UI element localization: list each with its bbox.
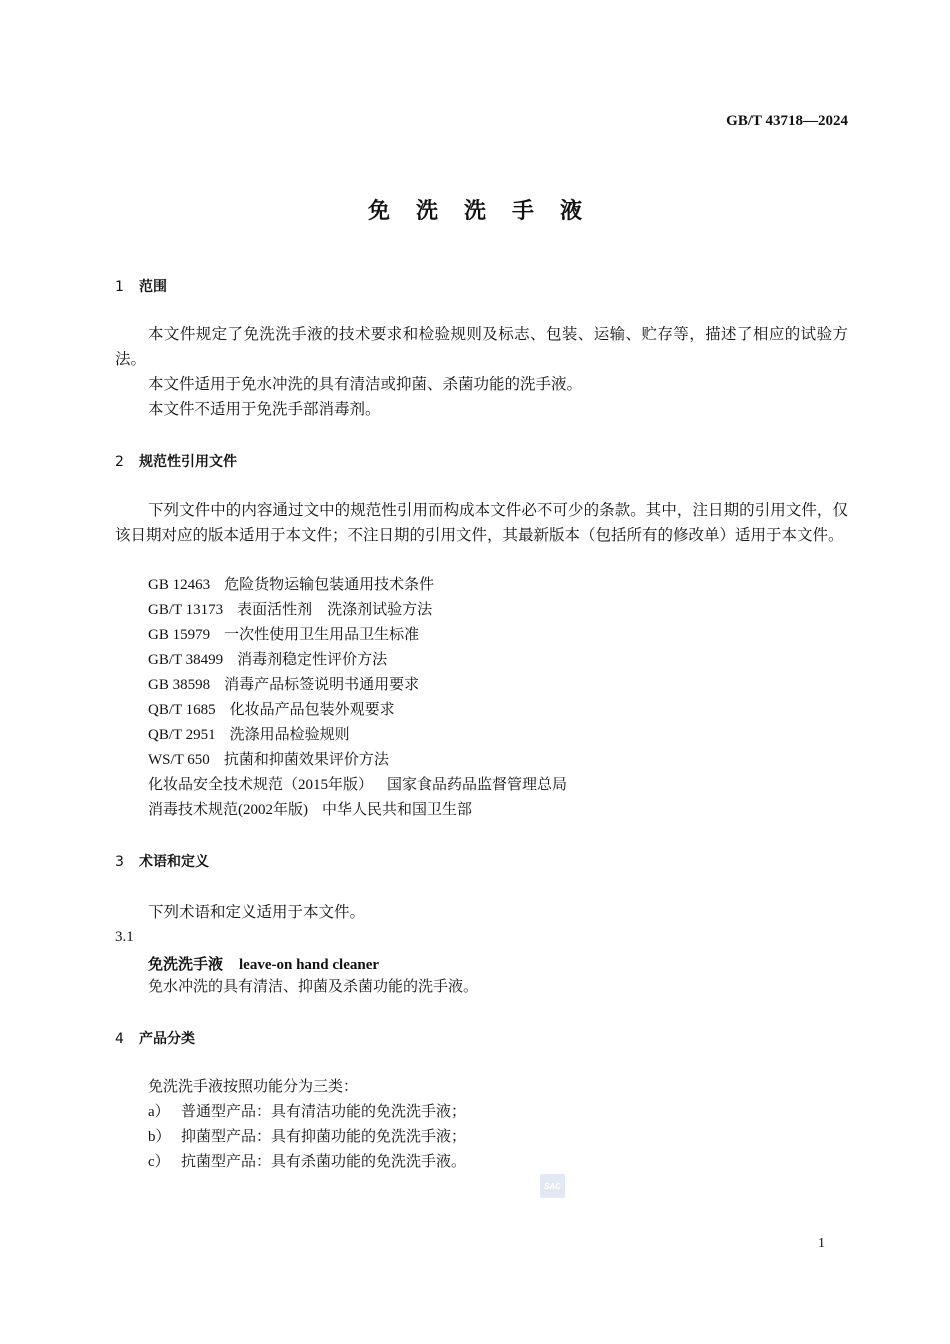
reference-code: GB/T 38499 bbox=[148, 652, 224, 668]
section-title: 规范性引用文件 bbox=[139, 454, 237, 470]
term-zh: 免洗洗手液 bbox=[148, 955, 224, 973]
reference-title: 洗涤用品检验规则 bbox=[229, 727, 350, 743]
reference-title: 消毒剂稳定性评价方法 bbox=[237, 652, 388, 668]
reference-item bbox=[148, 698, 395, 723]
reference-item bbox=[148, 598, 432, 623]
reference-code: GB 12463 bbox=[148, 577, 211, 593]
reference-title: 化妆品产品包装外观要求 bbox=[229, 702, 395, 718]
paragraph: 免洗洗手液按照功能分为三类： bbox=[148, 1079, 359, 1095]
reference-item bbox=[148, 648, 387, 673]
term-number: 3.1 bbox=[115, 929, 134, 945]
paragraph: 下列文件中的内容通过文中的规范性引用而构成本文件必不可少的条款。其中，注日期的引用文件，仅该日期对应的版本适用于本文件；不注日期的引用文件，其最新版本（包括所有的修改单）适用于本文件。 bbox=[115, 502, 848, 544]
reference-title: 国家食品药品监督管理总局 bbox=[387, 777, 568, 793]
term-en: leave-on hand cleaner bbox=[239, 957, 380, 973]
reference-item bbox=[148, 623, 419, 648]
standard-number: GB/T 43718—2024 bbox=[726, 113, 848, 129]
section-title: 术语和定义 bbox=[139, 854, 209, 870]
term-entry bbox=[148, 953, 379, 974]
classification-item bbox=[148, 1150, 466, 1175]
reference-title: 消毒产品标签说明书通用要求 bbox=[224, 677, 420, 693]
reference-item bbox=[148, 748, 389, 773]
paragraph: 本文件适用于免水冲洗的具有清洁或抑菌、杀菌功能的洗手液。 bbox=[148, 376, 583, 393]
section-heading-terms bbox=[115, 851, 209, 871]
item-label: c） bbox=[148, 1154, 170, 1170]
classification-item bbox=[148, 1125, 466, 1150]
item-label: a） bbox=[148, 1104, 170, 1120]
paragraph: 本文件规定了免洗洗手液的技术要求和检验规则及标志、包装、运输、贮存等，描述了相应的试验方法。 bbox=[115, 326, 848, 368]
section-number: 3 bbox=[115, 854, 124, 870]
section-title: 产品分类 bbox=[139, 1031, 195, 1047]
reference-title: 抗菌和抑菌效果评价方法 bbox=[223, 752, 389, 768]
reference-code: WS/T 650 bbox=[148, 752, 210, 768]
reference-title: 中华人民共和国卫生部 bbox=[322, 802, 473, 818]
reference-item bbox=[148, 798, 472, 823]
reference-title: 一次性使用卫生用品卫生标准 bbox=[224, 627, 420, 643]
section-number: 2 bbox=[115, 454, 124, 470]
reference-code: GB/T 13173 bbox=[148, 602, 224, 618]
reference-code: 化妆品安全技术规范（2015年版） bbox=[148, 777, 374, 793]
section-number: 1 bbox=[115, 279, 124, 295]
item-text: 普通型产品：具有清洁功能的免洗洗手液； bbox=[181, 1104, 467, 1120]
reference-title: 表面活性剂 洗涤剂试验方法 bbox=[237, 602, 433, 618]
reference-code: 消毒技术规范(2002年版) bbox=[148, 802, 308, 818]
reference-code: QB/T 1685 bbox=[148, 702, 216, 718]
paragraph: 下列术语和定义适用于本文件。 bbox=[148, 904, 366, 921]
term-definition: 免水冲洗的具有清洁、抑菌及杀菌功能的洗手液。 bbox=[148, 979, 479, 995]
item-label: b） bbox=[148, 1129, 171, 1145]
reference-item bbox=[148, 673, 419, 698]
page-number: 1 bbox=[818, 1236, 825, 1251]
reference-code: GB 38598 bbox=[148, 677, 211, 693]
reference-code: QB/T 2951 bbox=[148, 727, 216, 743]
document-title: 免洗洗手液 bbox=[367, 199, 608, 224]
item-text: 抗菌型产品：具有杀菌功能的免洗洗手液。 bbox=[181, 1154, 467, 1170]
item-text: 抑菌型产品：具有抑菌功能的免洗洗手液； bbox=[181, 1129, 467, 1145]
reference-code: GB 15979 bbox=[148, 627, 211, 643]
sac-watermark-logo: SAC bbox=[540, 1174, 565, 1198]
reference-title: 危险货物运输包装通用技术条件 bbox=[224, 577, 435, 593]
paragraph: 本文件不适用于免洗手部消毒剂。 bbox=[148, 401, 381, 418]
reference-item bbox=[148, 573, 434, 598]
classification-item bbox=[148, 1100, 466, 1125]
section-title: 范围 bbox=[139, 279, 167, 295]
section-number: 4 bbox=[115, 1031, 124, 1047]
section-heading-classification bbox=[115, 1028, 195, 1048]
section-heading-normative-references bbox=[115, 451, 237, 471]
reference-item bbox=[148, 773, 567, 798]
reference-item bbox=[148, 723, 350, 748]
section-heading-scope bbox=[115, 276, 167, 296]
